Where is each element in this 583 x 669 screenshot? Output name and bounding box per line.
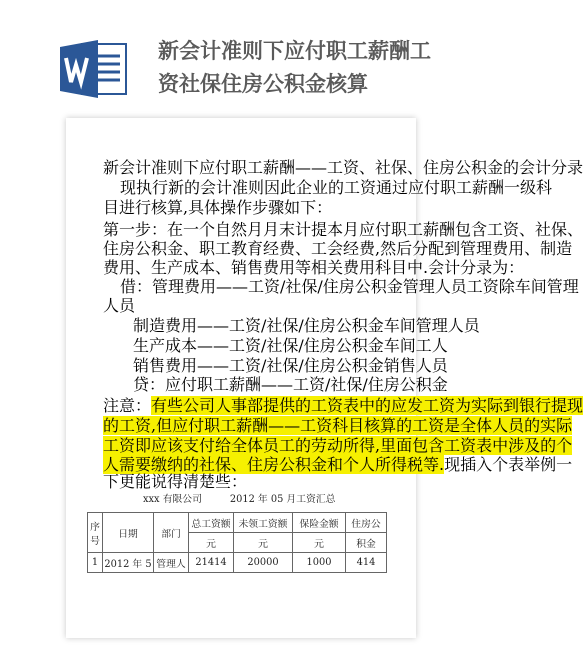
table-cell: 21414 xyxy=(189,553,234,573)
table-header-row xyxy=(88,513,387,533)
header-cell xyxy=(103,513,154,553)
caption-period: 2012 年 05 月工资汇总 xyxy=(229,494,336,505)
header-cell: 总工资额 xyxy=(189,513,234,533)
doc-line: 下更能说得清楚些： xyxy=(103,472,248,491)
header-text: 序 xyxy=(90,521,100,533)
doc-line: 现执行新的会计准则因此企业的工资通过应付职工薪酬一级科 xyxy=(120,178,553,197)
doc-line: 借：管理费用——工资/社保/住房公积金管理人员工资除车间管理 xyxy=(120,277,579,296)
table-cell: 管理人 xyxy=(154,553,189,573)
word-document-icon xyxy=(60,40,130,98)
table-cell: 20000 xyxy=(234,553,293,573)
header-cell: 元 xyxy=(293,533,346,553)
header-cell: 元 xyxy=(189,533,234,553)
header-cell: 元 xyxy=(234,533,293,553)
table-cell: 2012 年 5 xyxy=(103,553,154,573)
table-cell: 1000 xyxy=(293,553,346,573)
page-header xyxy=(0,0,474,100)
header-text: 部门 xyxy=(161,528,181,540)
table-cell: 1 xyxy=(88,553,103,573)
doc-line xyxy=(103,397,583,415)
header-cell: 保险金额 xyxy=(293,513,346,533)
doc-line: 生产成本——工资/社保/住房公积金车间工人 xyxy=(133,336,448,355)
doc-line: 新会计准则下应付职工薪酬——工资、社保、住房公积金的会计分录 xyxy=(103,158,583,177)
doc-line: 费用、生产成本、销售费用等相关费用科目中.会计分录为： xyxy=(103,258,525,277)
caption-company: xxx 有限公司 xyxy=(143,494,202,505)
highlighted-text: 有些公司人事部提供的工资表中的应发工资为实际到银行提现 xyxy=(151,396,583,415)
title-line-1: 新会计准则下应付职工薪酬工 xyxy=(158,39,431,63)
doc-line: 贷：应付职工薪酬——工资/社保/住房公积金 xyxy=(133,375,448,394)
table-cell: 414 xyxy=(346,553,387,573)
doc-line: 住房公积金、职工教育经费、工会经费,然后分配到管理费用、制造 xyxy=(103,239,573,258)
highlighted-text: 的工资,但应付职工薪酬——工资科目核算的工资是全体人员的实际 xyxy=(103,416,573,435)
title-line-2: 资社保住房公积金核算 xyxy=(158,72,368,96)
doc-line: 人员 xyxy=(103,296,136,315)
header-text: 号 xyxy=(90,535,100,547)
doc-line xyxy=(103,437,572,455)
doc-line: 目进行核算,具体操作步骤如下： xyxy=(103,198,333,217)
header-cell xyxy=(154,513,189,553)
doc-line: 销售费用——工资/社保/住房公积金销售人员 xyxy=(133,356,448,375)
header-cell xyxy=(88,513,103,553)
highlighted-text: 人需要缴纳的社保、住房公积金和个人所得税等. xyxy=(103,455,445,474)
table-row xyxy=(88,553,387,573)
highlighted-text: 工资即应该支付给全体员工的劳动所得,里面包含工资表中涉及的个 xyxy=(103,436,573,455)
doc-text: 现插入个表举例一 xyxy=(444,455,573,474)
salary-table xyxy=(87,512,387,573)
doc-line xyxy=(103,417,572,435)
page-title xyxy=(158,35,458,101)
header-cell: 积金 xyxy=(346,533,387,553)
doc-line: 第一步：在一个自然月月末计提本月应付职工薪酬包含工资、社保、 xyxy=(103,220,583,239)
table-caption xyxy=(143,491,335,509)
header-cell: 住房公 xyxy=(346,513,387,533)
note-label: 注意： xyxy=(103,396,152,415)
header-cell: 未领工资额 xyxy=(234,513,293,533)
doc-line: 制造费用——工资/社保/住房公积金车间管理人员 xyxy=(133,316,480,335)
header-text: 日期 xyxy=(118,528,138,540)
